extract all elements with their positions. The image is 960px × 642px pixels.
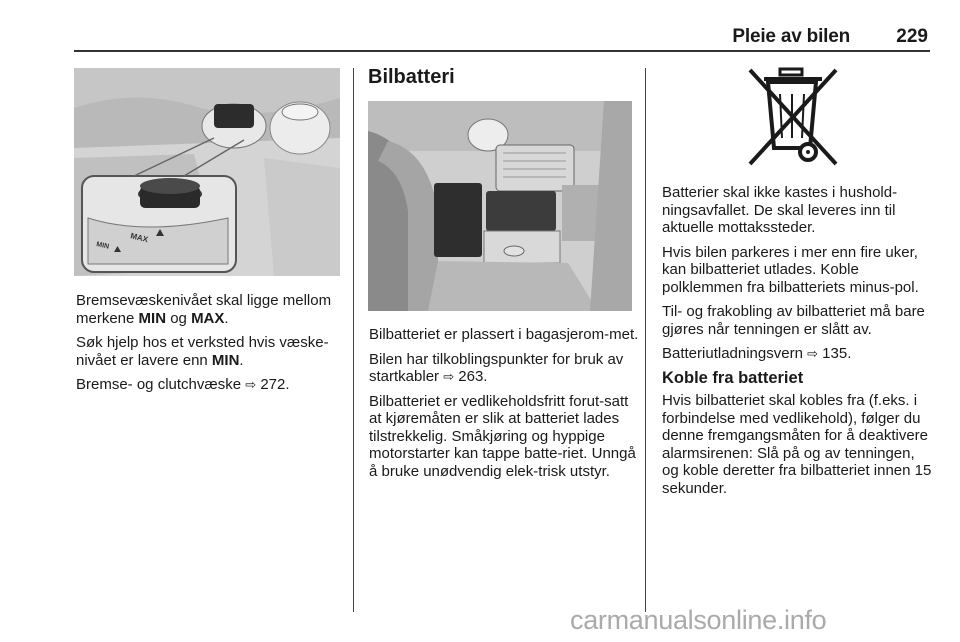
min-label: MIN	[138, 309, 167, 327]
column-divider-2	[645, 68, 646, 612]
text-run: Bremse- og clutchvæske	[76, 376, 246, 393]
text-run: Bremsevæskenivået skal ligge mellom merkene	[76, 292, 332, 327]
paragraph: Hvis bilen parkeres i mer enn fire uker, kan bilbatteriet utlades. Koble polklemmen fra bilbatteriets minus-pol.	[662, 243, 919, 296]
subsection-title: Koble fra batteriet	[662, 368, 804, 387]
text-run: Batteriutladningsvern	[662, 345, 808, 362]
paragraph	[76, 292, 344, 327]
battery-text	[369, 326, 641, 487]
page-number: 229	[896, 26, 928, 47]
text-run: og	[166, 309, 192, 327]
max-mark-label: MAX	[129, 231, 149, 245]
reference-arrow-icon: ⇨	[807, 346, 818, 361]
text-run: .	[239, 351, 244, 369]
brake-fluid-photo	[74, 68, 340, 276]
section-title: Bilbatteri	[368, 66, 455, 88]
paragraph	[76, 376, 344, 394]
battery-photo	[368, 101, 632, 311]
min-mark-label: MIN	[95, 241, 110, 251]
text-run: Bilen har tilkoblingspunkter for bruk av startkabler	[369, 350, 624, 385]
paragraph	[662, 345, 934, 363]
page-reference-link[interactable]: 272.	[260, 376, 290, 393]
text-run: .	[224, 309, 229, 327]
paragraph	[369, 351, 641, 386]
watermark: carmanualsonline.info	[570, 605, 827, 635]
paragraph: Batterier skal ikke kastes i hushold-ningsavfallet. De skal leveres inn til aktuelle mottakssteder.	[662, 184, 898, 236]
min-label: MIN	[211, 351, 240, 369]
paragraph: Til- og frakobling av bilbatteriet må bare gjøres når tenningen er slått av.	[662, 303, 925, 338]
paragraph: Hvis bilbatteriet skal kobles fra (f.eks. i forbindelse med vedlikehold), følger du denne fremgangsmåten for å deaktivere alarmsirenen: Slå på og av tenningen, og koble deretter fra bilbatteriet innen 15 sekunder.	[662, 392, 932, 497]
crossed-wheelie-bin-icon	[734, 66, 850, 168]
paragraph	[76, 334, 344, 369]
page-reference-link[interactable]: 135.	[822, 345, 852, 362]
page-reference-link[interactable]: 263.	[458, 368, 488, 385]
text-run: Søk hjelp hos et verksted hvis væske-nivået er lavere enn	[76, 334, 329, 369]
page-title: Pleie av bilen	[732, 26, 850, 47]
column-divider-1	[353, 68, 354, 612]
header-divider	[74, 50, 930, 52]
paragraph: Bilbatteriet er vedlikeholdsfritt forut-satt at kjøremåten er slik at batteriet lades tilstrekkelig. Småkjøring og hyppige motorstarter kan tappe batte-riet. Unngå å bruke unødvendig elek-trisk utstyr.	[369, 392, 636, 480]
reference-arrow-icon: ⇨	[245, 377, 257, 392]
battery-disposal-text	[662, 184, 934, 504]
reference-arrow-icon: ⇨	[443, 369, 455, 384]
max-label: MAX	[191, 309, 225, 327]
brake-fluid-text	[76, 292, 344, 401]
paragraph: Bilbatteriet er plassert i bagasjerom-met.	[369, 326, 639, 343]
